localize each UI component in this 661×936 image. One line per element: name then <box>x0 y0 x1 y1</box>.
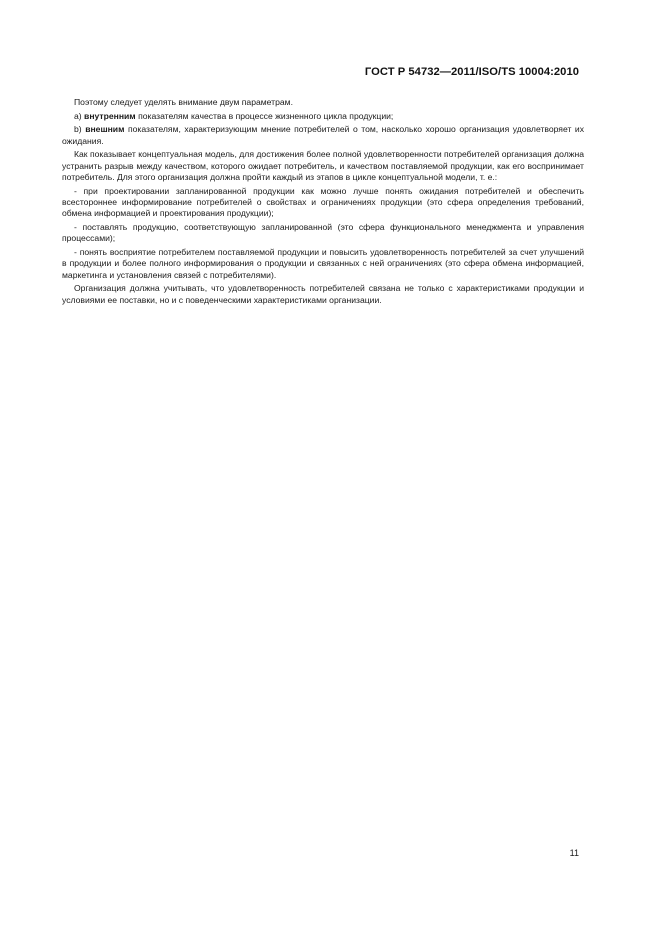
dash-item-design: - при проектировании запланированной продукции как можно лучше понять ожидания потребителей и обеспечить всестороннее информирование потребителей о свойствах и ограничениях продукции (это сфера определения требований, обмена информацией и проектирования продукции); <box>62 185 584 219</box>
list-item-a-prefix: а) <box>74 110 82 121</box>
list-item-a <box>62 111 584 122</box>
document-body <box>62 97 584 308</box>
dash-item-deliver: - поставлять продукцию, соответствующую запланированной (это сфера функционального менеджмента и управления процессами); <box>62 222 584 244</box>
list-item-b <box>62 124 584 147</box>
page-number: 11 <box>569 848 579 858</box>
dash-item-perception: - понять восприятие потребителем поставляемой продукции и повысить удовлетворенность потребителей за счет улучшений в продукции и более полного информирования о продукции и связанных с ней ограничениях (это сфера обмена информацией, маркетинга и установления связей с потребителями). <box>62 247 584 280</box>
closing-paragraph: Организация должна учитывать, что удовлетворенность потребителей связана не только с характеристиками продукции и условиями ее поставки, но и с поведенческими характеристиками организации. <box>62 283 584 305</box>
list-item-b-keyword: внешним <box>85 124 125 135</box>
document-header-code: ГОСТ Р 54732—2011/ISO/TS 10004:2010 <box>364 66 579 78</box>
intro-paragraph: Поэтому следует уделять внимание двум параметрам. <box>74 97 293 107</box>
list-item-b-prefix: b) <box>74 124 82 135</box>
list-item-a-keyword: внутренним <box>84 110 136 121</box>
list-item-a-text: показателям качества в процессе жизненного цикла продукции; <box>138 110 394 121</box>
concept-model-paragraph: Как показывает концептуальная модель, для достижения более полной удовлетворенности потребителей организация должна устранить разрыв между качеством, которого ожидает потребитель, и качеством поставляемой продукции, как его воспринимает потребитель. Для этого организация должна пройти каждый из этапов в цикле концептуальной модели, т. е.: <box>62 149 584 182</box>
list-item-b-text: показателям, характеризующим мнение потребителей о том, насколько хорошо организация удовлетворяет их ожидания. <box>62 124 585 146</box>
